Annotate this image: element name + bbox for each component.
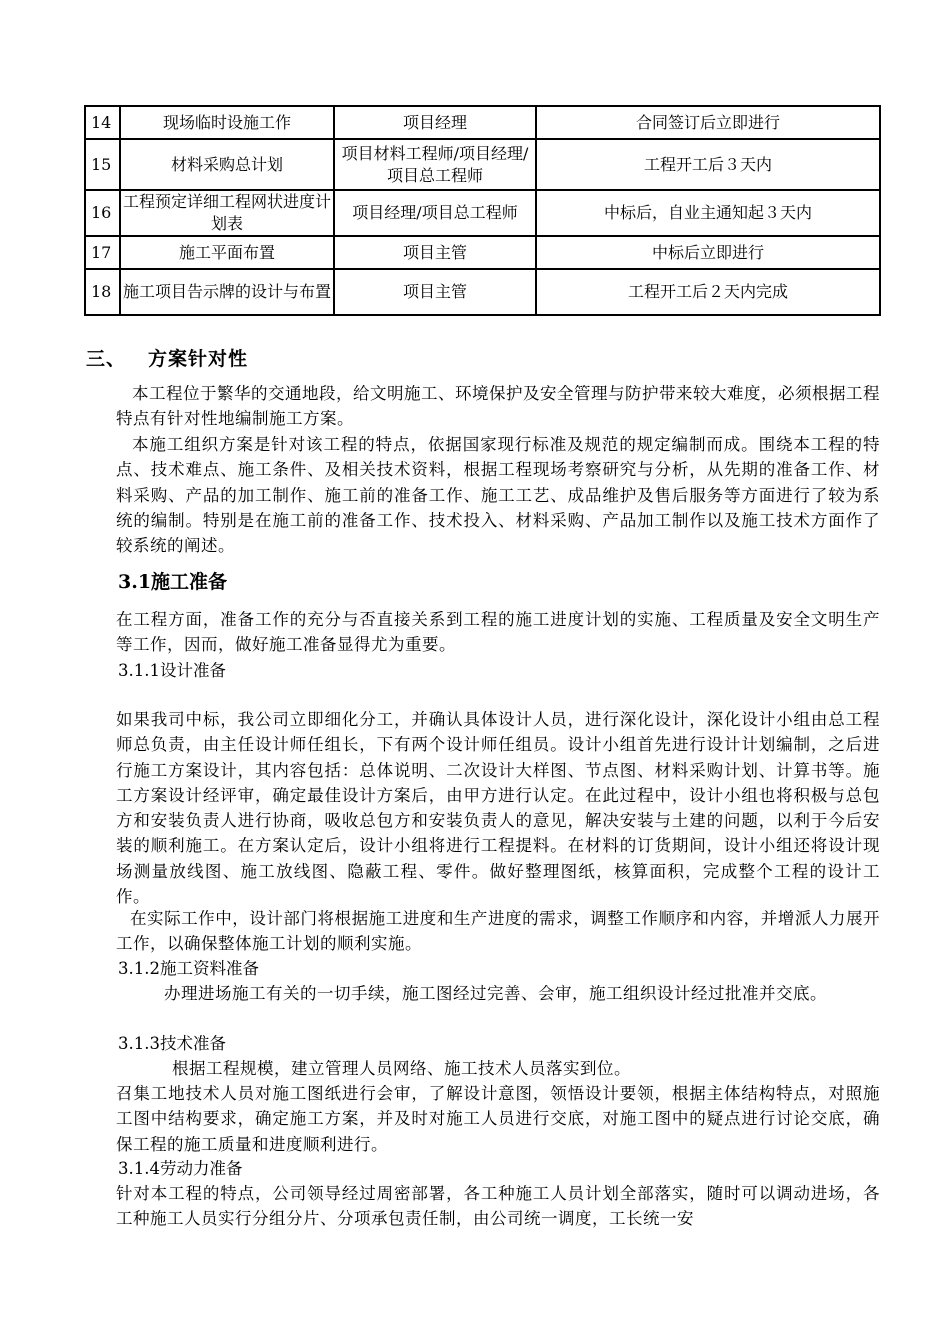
- subsection-heading: 3.1施工准备: [118, 571, 228, 593]
- minor-heading: 3.1.2施工资料准备: [118, 959, 259, 978]
- row-number: 18: [85, 269, 120, 315]
- time-cell: 中标后立即进行: [536, 236, 880, 269]
- paragraph: 针对本工程的特点，公司领导经过周密部署，各工种施工人员计划全部落实，随时可以调动进场，各工种施工人员实行分组分片、分项承包责任制，由公司统一调度，工长统一安: [116, 1184, 880, 1229]
- owner-cell: 项目材料工程师/项目经理/项目总工程师: [334, 139, 536, 190]
- minor-heading: 3.1.1设计准备: [118, 661, 226, 680]
- minor-heading: 3.1.3技术准备: [118, 1034, 226, 1053]
- paragraph: 本施工组织方案是针对该工程的特点，依据国家现行标准及规范的规定编制而成。围绕本工程的特点、技术难点、施工条件、及相关技术资料，根据工程现场考察研究与分析，从先期的准备工作、材料采购、产品的加工制作、施工前的准备工作、施工工艺、成品维护及售后服务等方面进行了较为系统的编制。特别是在施工前的准备工作、技术投入、材料采购、产品加工制作以及施工技术方面作了较系统的阐述。: [116, 435, 880, 556]
- section-number: 三、: [86, 348, 127, 370]
- row-number: 17: [85, 236, 120, 269]
- task-cell: 材料采购总计划: [120, 139, 334, 190]
- owner-cell: 项目主管: [334, 269, 536, 315]
- schedule-table: [84, 105, 881, 316]
- table-row: [85, 269, 880, 315]
- table-row: [85, 190, 880, 236]
- paragraph: 如果我司中标，我公司立即细化分工，并确认具体设计人员，进行深化设计，深化设计小组由总工程师总负责，由主任设计师任组长，下有两个设计师任组员。设计小组首先进行设计计划编制，之后进行施工方案设计，其内容包括：总体说明、二次设计大样图、节点图、材料采购计划、计算书等。施工方案设计经评审，确定最佳设计方案后，由甲方进行认定。在此过程中，设计小组也将积极与总包方和安装负责人进行协商，吸收总包方和安装负责人的意见，解决安装与土建的问题，以利于今后安装的顺利施工。在方案认定后，设计小组将进行工程提料。在材料的订货期间，设计小组还将设计现场测量放线图、施工放线图、隐蔽工程、零件。做好整理图纸，核算面积，完成整个工程的设计工作。: [116, 710, 880, 907]
- paragraph: 根据工程规模，建立管理人员网络、施工技术人员落实到位。: [172, 1059, 631, 1078]
- task-cell: 施工项目告示牌的设计与布置: [120, 269, 334, 315]
- paragraph: 召集工地技术人员对施工图纸进行会审，了解设计意图，领悟设计要领，根据主体结构特点，对照施工图中结构要求，确定施工方案，并及时对施工人员进行交底，对施工图中的疑点进行讨论交底，确保工程的施工质量和进度顺利进行。: [116, 1084, 880, 1154]
- row-number: 14: [85, 106, 120, 139]
- paragraph: 在工程方面，准备工作的充分与否直接关系到工程的施工进度计划的实施、工程质量及安全文明生产等工作，因而，做好施工准备显得尤为重要。: [116, 610, 880, 655]
- row-number: 16: [85, 190, 120, 236]
- section-title: 方案针对性: [148, 348, 249, 370]
- time-cell: 工程开工后３天内: [536, 139, 880, 190]
- task-cell: 施工平面布置: [120, 236, 334, 269]
- task-cell: 工程预定详细工程网状进度计划表: [120, 190, 334, 236]
- table-row: [85, 139, 880, 190]
- row-number: 15: [85, 139, 120, 190]
- table-row: [85, 236, 880, 269]
- time-cell: 中标后，自业主通知起３天内: [536, 190, 880, 236]
- paragraph: 在实际工作中，设计部门将根据施工进度和生产进度的需求，调整工作顺序和内容，并增派人力展开工作，以确保整体施工计划的顺利实施。: [116, 909, 880, 954]
- time-cell: 工程开工后２天内完成: [536, 269, 880, 315]
- table-row: [85, 106, 880, 139]
- task-cell: 现场临时设施工作: [120, 106, 334, 139]
- section-heading: [86, 344, 248, 371]
- paragraph: 办理进场施工有关的一切手续，施工图经过完善、会审，施工组织设计经过批准并交底。: [164, 984, 827, 1003]
- owner-cell: 项目经理/项目总工程师: [334, 190, 536, 236]
- minor-heading: 3.1.4劳动力准备: [118, 1159, 243, 1178]
- owner-cell: 项目经理: [334, 106, 536, 139]
- paragraph: 本工程位于繁华的交通地段，给文明施工、环境保护及安全管理与防护带来较大难度，必须根据工程特点有针对性地编制施工方案。: [116, 384, 880, 429]
- owner-cell: 项目主管: [334, 236, 536, 269]
- time-cell: 合同签订后立即进行: [536, 106, 880, 139]
